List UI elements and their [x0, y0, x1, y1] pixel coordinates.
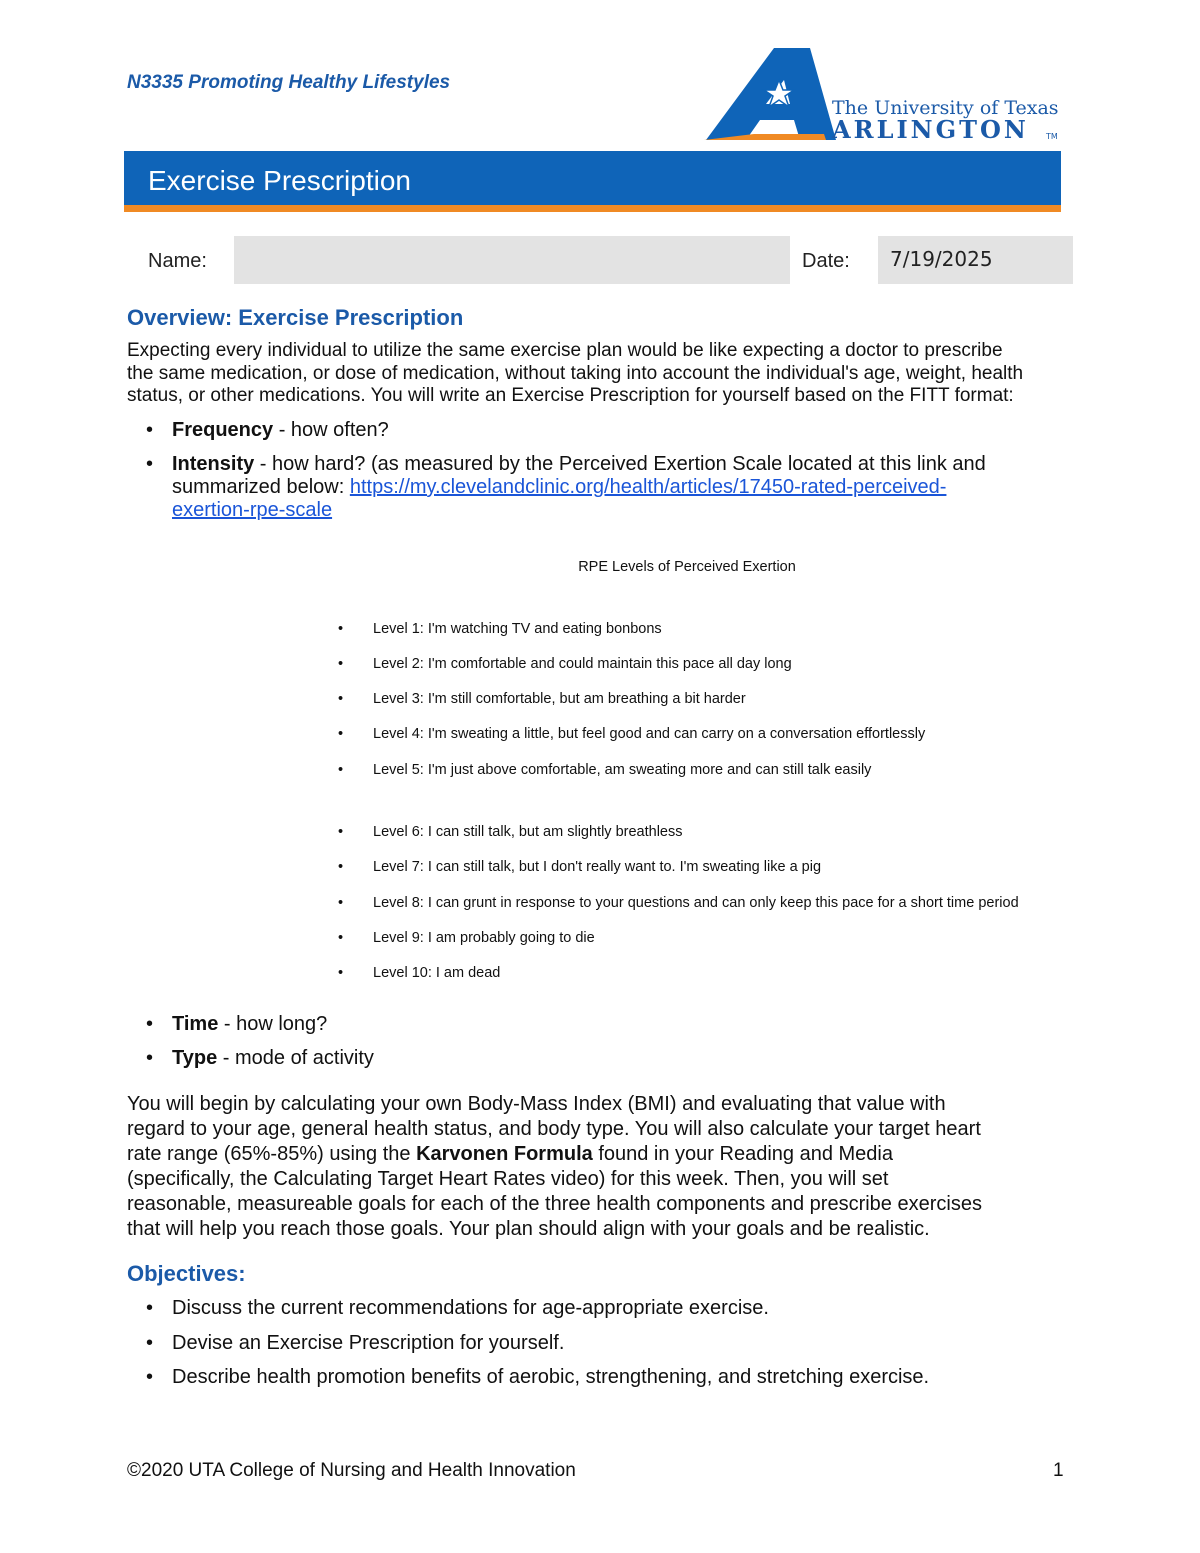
bullet-icon: •	[146, 1013, 154, 1035]
name-label: Name:	[148, 250, 207, 272]
bullet-icon: •	[146, 453, 154, 475]
fitt-term: Type	[172, 1047, 218, 1069]
bullet-icon: •	[338, 726, 344, 742]
rpe-level-text: Level 4: I'm sweating a little, but feel good and can carry on a conversation effortlessly	[373, 726, 926, 742]
bullet-icon: •	[146, 1297, 154, 1319]
rpe-level-text: Level 1: I'm watching TV and eating bonbons	[373, 621, 662, 637]
objective-text: Devise an Exercise Prescription for yourself.	[172, 1332, 565, 1354]
intro-line: Expecting every individual to utilize the same exercise plan would be like expecting a doctor to prescribe	[127, 340, 1003, 361]
objectives-heading: Objectives:	[127, 1261, 246, 1286]
fitt-desc: - how long?	[218, 1013, 328, 1035]
bullet-icon: •	[338, 621, 344, 637]
body-line: reasonable, measureable goals for each of the three health components and prescribe exercises	[127, 1193, 982, 1215]
bullet-icon: •	[146, 419, 154, 441]
title-banner	[124, 151, 1061, 212]
bullet-icon: •	[338, 859, 344, 875]
bullet-icon: •	[338, 965, 344, 981]
overview-intro	[127, 340, 1067, 408]
rpe-level-text: Level 2: I'm comfortable and could maintain this pace all day long	[373, 656, 792, 672]
objective-text: Describe health promotion benefits of aerobic, strengthening, and stretching exercise.	[172, 1366, 930, 1388]
rpe-link-text: exertion-rpe-scale	[172, 499, 333, 521]
logo-line2: ARLINGTON	[832, 115, 1029, 144]
intro-line: the same medication, or dose of medication, without taking into account the individual's age, weight, health	[127, 362, 1024, 384]
body-text: found in your Reading and Media	[592, 1143, 893, 1165]
uta-logo	[704, 46, 1064, 146]
rpe-level-text: Level 10: I am dead	[373, 965, 501, 981]
date-field[interactable]: 7/19/2025	[878, 236, 1073, 284]
rpe-level-text: Level 7: I can still talk, but I don't really want to. I'm sweating like a pig	[373, 859, 822, 875]
bullet-icon: •	[338, 762, 344, 778]
name-field[interactable]	[234, 236, 790, 284]
rpe-level-text: Level 5: I'm just above comfortable, am sweating more and can still talk easily	[373, 762, 872, 778]
fitt-desc: - how hard? (as measured by the Perceived Exertion Scale located at this link and	[254, 453, 986, 475]
objective-text: Discuss the current recommendations for age-appropriate exercise.	[172, 1297, 769, 1319]
footer-copyright: ©2020 UTA College of Nursing and Health Innovation	[127, 1460, 576, 1481]
body-paragraph	[127, 1092, 1067, 1242]
rpe-level-text: Level 6: I can still talk, but am slightly breathless	[373, 824, 683, 840]
rpe-level-text: Level 8: I can grunt in response to your questions and can only keep this pace for a short time period	[373, 895, 1019, 911]
fitt-desc: - how often?	[273, 419, 389, 441]
date-label: Date:	[802, 250, 850, 272]
body-line	[127, 1142, 1067, 1167]
bullet-icon: •	[338, 691, 344, 707]
overview-heading: Overview: Exercise Prescription	[127, 305, 464, 330]
bullet-icon: •	[338, 824, 344, 840]
bullet-icon: •	[338, 656, 344, 672]
body-line: that will help you reach those goals. Your plan should align with your goals and be realistic.	[127, 1218, 930, 1240]
body-line: (specifically, the Calculating Target Heart Rates video) for this week. Then, you will set	[127, 1168, 889, 1190]
logo-tm: TM	[1046, 132, 1058, 141]
logo-line1: The University of Texas	[832, 97, 1059, 119]
course-title: N3335 Promoting Healthy Lifestyles	[127, 72, 451, 93]
rpe-title: RPE Levels of Perceived Exertion	[578, 559, 796, 575]
body-line: regard to your age, general health status, and body type. You will also calculate your target heart	[127, 1118, 981, 1140]
bullet-icon: •	[146, 1366, 154, 1388]
fitt-desc-cont: summarized below:	[172, 476, 350, 498]
intro-line: status, or other medications. You will write an Exercise Prescription for yourself based on the FITT format:	[127, 385, 1014, 406]
fitt-term: Time	[172, 1013, 219, 1035]
page-title: Exercise Prescription	[148, 165, 411, 196]
bullet-icon: •	[146, 1047, 154, 1069]
fitt-term: Frequency	[172, 419, 274, 441]
rpe-level-text: Level 9: I am probably going to die	[373, 930, 595, 946]
body-line: You will begin by calculating your own Body-Mass Index (BMI) and evaluating that value with	[127, 1093, 946, 1115]
karvonen-formula: Karvonen Formula	[416, 1143, 593, 1165]
rpe-level-text: Level 3: I'm still comfortable, but am breathing a bit harder	[373, 691, 746, 707]
rpe-link-text: https://my.clevelandclinic.org/health/articles/17450-rated-perceived-	[349, 476, 947, 498]
fitt-term: Intensity	[172, 453, 255, 475]
body-text: rate range (65%-85%) using the	[127, 1143, 417, 1165]
bullet-icon: •	[338, 930, 344, 946]
footer-page-number: 1	[1053, 1460, 1064, 1481]
bullet-icon: •	[338, 895, 344, 911]
fitt-desc: - mode of activity	[217, 1047, 374, 1069]
bullet-icon: •	[146, 1332, 154, 1354]
